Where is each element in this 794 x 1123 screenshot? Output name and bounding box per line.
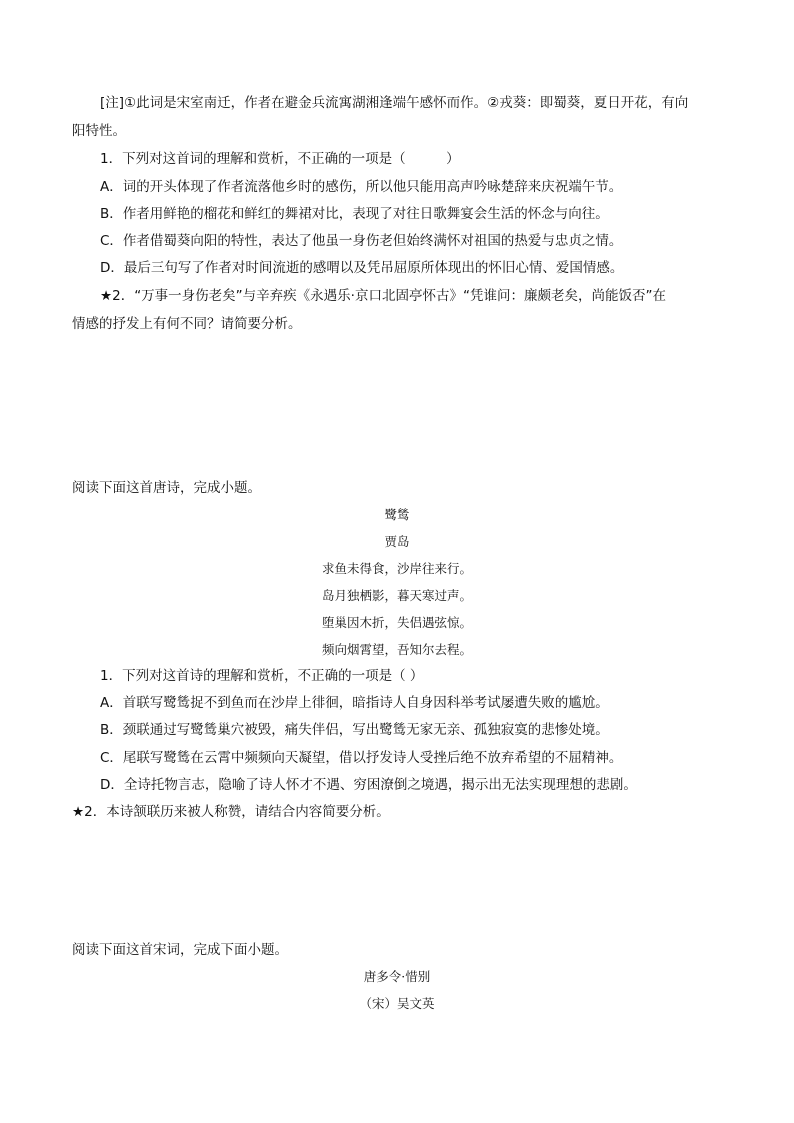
section-3-intro: 阅读下面这首宋词，完成下面小题。 <box>72 942 288 958</box>
question-1-option-c: C．作者借蜀葵向阳的特性，表达了他虽一身伤老但始终满怀对祖国的热爱与忠贞之情。 <box>100 233 623 249</box>
question-1-stem: 1．下列对这首诗的理解和赏析，不正确的一项是（ ） <box>100 668 424 684</box>
question-2: ★2．本诗颔联历来被人称赞，请结合内容简要分析。 <box>72 804 390 820</box>
poem-author: （宋）吴文英 <box>359 996 435 1011</box>
poem-line: 求鱼未得食，沙岸往来行。 <box>321 561 472 576</box>
question-1-option-c: C．尾联写鹭鸶在云霄中频频向天凝望，借以抒发诗人受挫后绝不放弃希望的不屈精神。 <box>100 750 623 766</box>
question-1-option-d: D．最后三句写了作者对时间流逝的感喟以及凭吊屈原所体现出的怀旧心情、爱国情感。 <box>100 260 624 276</box>
poem-author: 贾岛 <box>384 534 410 549</box>
question-1-stem: 1．下列对这首词的理解和赏析，不正确的一项是（ ） <box>100 151 460 167</box>
question-1-option-a: A．首联写鹭鸶捉不到鱼而在沙岸上徘徊，暗指诗人自身因科举考试屡遭失败的尴尬。 <box>100 695 609 711</box>
question-1-option-b: B．作者用鲜艳的榴花和鲜红的舞裙对比，表现了对往日歌舞宴会生活的怀念与向往。 <box>100 206 609 222</box>
poem-title: 鹭鸶 <box>384 507 410 522</box>
poem-line: 岛月独栖影，暮天寒过声。 <box>321 588 472 603</box>
note-line-2: 阳特性。 <box>72 123 126 139</box>
question-1-option-d: D．全诗托物言志，隐喻了诗人怀才不遇、穷困潦倒之境遇，揭示出无法实现理想的悲剧。 <box>100 777 637 793</box>
note-line-1: [注]①此词是宋室南迁，作者在避金兵流寓湖湘逢端午感怀而作。②戎葵：即蜀葵，夏日开花，有向 <box>100 95 689 111</box>
question-1-option-b: B．颈联通过写鹭鸶巢穴被毁，痛失伴侣，写出鹭鸶无家无亲、孤独寂寞的悲惨处境。 <box>100 722 609 738</box>
poem-title: 唐多令·惜别 <box>363 969 431 984</box>
question-2-line-2: 情感的抒发上有何不同？请简要分析。 <box>72 316 302 332</box>
section-2-intro: 阅读下面这首唐诗，完成小题。 <box>72 480 261 496</box>
poem-line: 频向烟霄望，吾知尔去程。 <box>321 642 472 657</box>
question-1-option-a: A．词的开头体现了作者流落他乡时的感伤，所以他只能用高声吟咏楚辞来庆祝端午节。 <box>100 179 623 195</box>
poem-line: 堕巢因木折，失侣遇弦惊。 <box>321 615 472 630</box>
question-2-line-1: ★2．“万事一身伤老矣”与辛弃疾《永遇乐·京口北固亭怀古》“凭谁问：廉颇老矣，尚能饭否”在 <box>100 288 666 304</box>
